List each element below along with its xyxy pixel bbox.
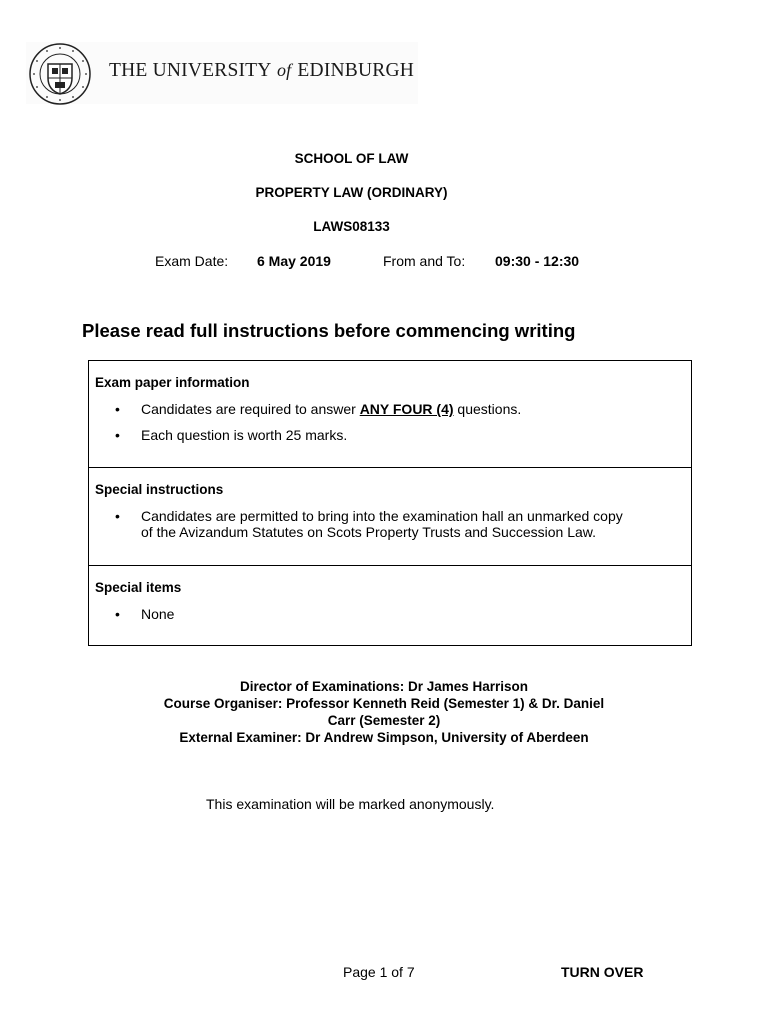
exam-time-value: 09:30 - 12:30 xyxy=(495,253,580,269)
exam-date-value: 6 May 2019 xyxy=(257,253,331,269)
page-number: Page 1 of 7 xyxy=(343,964,415,980)
paper-info-bullet-1 xyxy=(141,401,521,417)
bullet-icon: • xyxy=(115,401,120,417)
bullet-icon: • xyxy=(115,508,120,524)
special-items-section xyxy=(89,565,691,646)
paper-info-bullet-2: Each question is worth 25 marks. xyxy=(141,427,348,443)
bullet-icon: • xyxy=(115,427,120,443)
course-code: LAWS08133 xyxy=(313,219,390,234)
special-instructions-bullet-1 xyxy=(141,508,623,540)
exam-time-label: From and To: xyxy=(383,253,466,269)
instructions-heading: Please read full instructions before commencing writing xyxy=(82,320,576,341)
paper-info-bullet-1-end: questions. xyxy=(453,401,522,417)
exam-info-box xyxy=(88,360,692,646)
university-name-part2: EDINBURGH xyxy=(297,60,415,81)
special-instructions-line-2: of the Avizandum Statutes on Scots Property Trusts and Succession Law. xyxy=(141,524,596,540)
director-of-examinations: Director of Examinations: Dr James Harrison xyxy=(239,679,529,694)
paper-info-bullet-1-text: Candidates are required to answer xyxy=(141,401,360,417)
special-items-bullet-1: None xyxy=(141,606,175,622)
anonymous-marking-note: This examination will be marked anonymously. xyxy=(206,796,495,812)
special-items-title: Special items xyxy=(95,580,182,595)
university-crest-icon xyxy=(28,42,92,106)
bullet-icon: • xyxy=(115,606,120,622)
exam-date-label: Exam Date: xyxy=(155,253,229,269)
paper-info-emphasis: ANY FOUR (4) xyxy=(359,401,454,417)
special-instructions-line-1: Candidates are permitted to bring into the examination hall an unmarked copy xyxy=(141,508,623,524)
special-instructions-title: Special instructions xyxy=(95,482,224,497)
external-examiner: External Examiner: Dr Andrew Simpson, University of Aberdeen xyxy=(179,730,589,745)
turn-over-label: TURN OVER xyxy=(561,964,644,980)
course-title: PROPERTY LAW (ORDINARY) xyxy=(255,185,448,200)
school-name: SCHOOL OF LAW xyxy=(294,151,409,166)
university-logo xyxy=(26,42,418,104)
university-name xyxy=(109,60,414,82)
university-name-of: of xyxy=(276,60,292,80)
special-instructions-section xyxy=(89,467,691,566)
paper-info-title: Exam paper information xyxy=(95,375,250,390)
course-organiser-line-1: Course Organiser: Professor Kenneth Reid (Semester 1) & Dr. Daniel xyxy=(163,696,605,711)
paper-info-section xyxy=(89,361,691,467)
course-organiser-line-2: Carr (Semester 2) xyxy=(327,713,441,728)
university-name-part1: THE UNIVERSITY xyxy=(109,60,271,81)
